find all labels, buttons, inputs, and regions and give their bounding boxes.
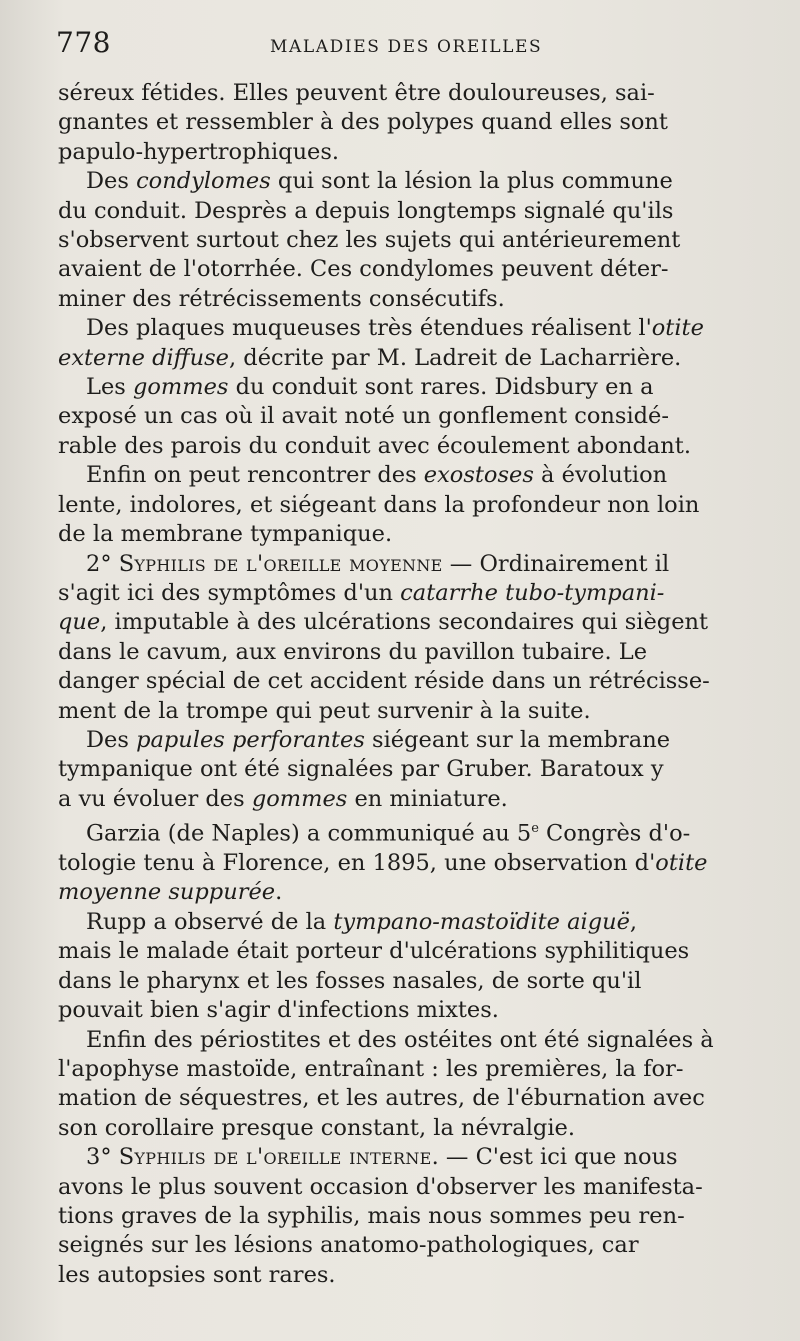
paragraph: Des condylomes qui sont la lésion la plus commune du conduit. Desprès a depuis longtemps signalé qu'ils s'observent surtout chez les sujets qui antérieurement avaient de l'otorrhée. Ces condylomes peuvent déter- miner des rétrécissements consécutifs. [58,168,681,312]
italic-term: que [58,609,101,636]
italic-term: moyenne suppurée [58,879,276,906]
paragraph: Des plaques muqueuses très étendues réalisent l'otite externe diffuse, décrite par M. Ladreit de Lacharrière. [58,315,704,371]
italic-term: gommes [251,785,348,812]
running-head: MALADIES DES OREILLES [270,37,543,57]
italic-term: condylomes [136,168,271,195]
page-number: 778 [56,26,111,59]
paragraph: Garzia (de Naples) a communiqué au 5e Congrès d'o- tologie tenu à Florence, en 1895, une observation d'otite moyenne suppurée. [58,820,708,906]
italic-term: otite [651,315,704,342]
paragraph: Les gommes du conduit sont rares. Didsbury en a exposé un cas où il avait noté un gonflement considé- rable des parois du conduit avec écoulement abondant. [58,374,691,459]
paragraph: Des papules perforantes siégeant sur la membrane tympanique ont été signalées par Gruber. Baratoux y a vu évoluer des gommes en miniature. [58,726,671,812]
paragraph: 2° Syphilis de l'oreille moyenne — Ordinairement il s'agit ici des symptômes d'un catarrhe tubo-tympani- que, imputable à des ulcérations secondaires qui siègent dans le cavum, aux environs du pavillon tubaire. Le danger spécial de cet accident réside dans un rétrécisse- ment de la trompe qui peut survenir à la suite. [58,550,710,724]
paragraph: Enfin on peut rencontrer des exostoses à évolution lente, indolores, et siégeant dans la profondeur non loin de la membrane tympanique. [58,462,700,548]
italic-term: externe diffuse [58,344,229,371]
body-text [58,79,758,1290]
section-heading: Syphilis de l'oreille moyenne [118,550,443,577]
page-header [56,26,756,66]
italic-term: papules perforantes [136,726,365,753]
paragraph: Rupp a observé de la tympano-mastoïdite aiguë, mais le malade était porteur d'ulcérations syphilitiques dans le pharynx et les fosses nasales, de sorte qu'il pouvait bien s'agir d'infections mixtes. [58,908,690,1024]
italic-term: tympano-mastoïdite aiguë [333,908,630,935]
italic-term: gommes [132,374,229,401]
italic-term: exostoses [423,462,534,489]
section-heading: Syphilis de l'oreille interne [118,1144,432,1171]
italic-term: otite [655,850,708,877]
paragraph: séreux fétides. Elles peuvent être douloureuses, sai- gnantes et ressembler à des polypes quand elles sont papulo-hypertrophiques. [58,80,668,165]
paragraph: Enfin des périostites et des ostéites ont été signalées à l'apophyse mastoïde, entraînant : les premières, la for- mation de séquestres, et les autres, de l'éburnation avec son corollaire presque constant, la névralgie. [58,1026,714,1141]
paragraph: 3° Syphilis de l'oreille interne. — C'est ici que nous avons le plus souvent occasion d'observer les manifesta- tions graves de la syphilis, mais nous sommes peu ren- seignés sur les lésions anatomo-pathologiques, car les autopsies sont rares. [58,1144,703,1288]
italic-term: catarrhe tubo-tympani- [400,579,665,606]
